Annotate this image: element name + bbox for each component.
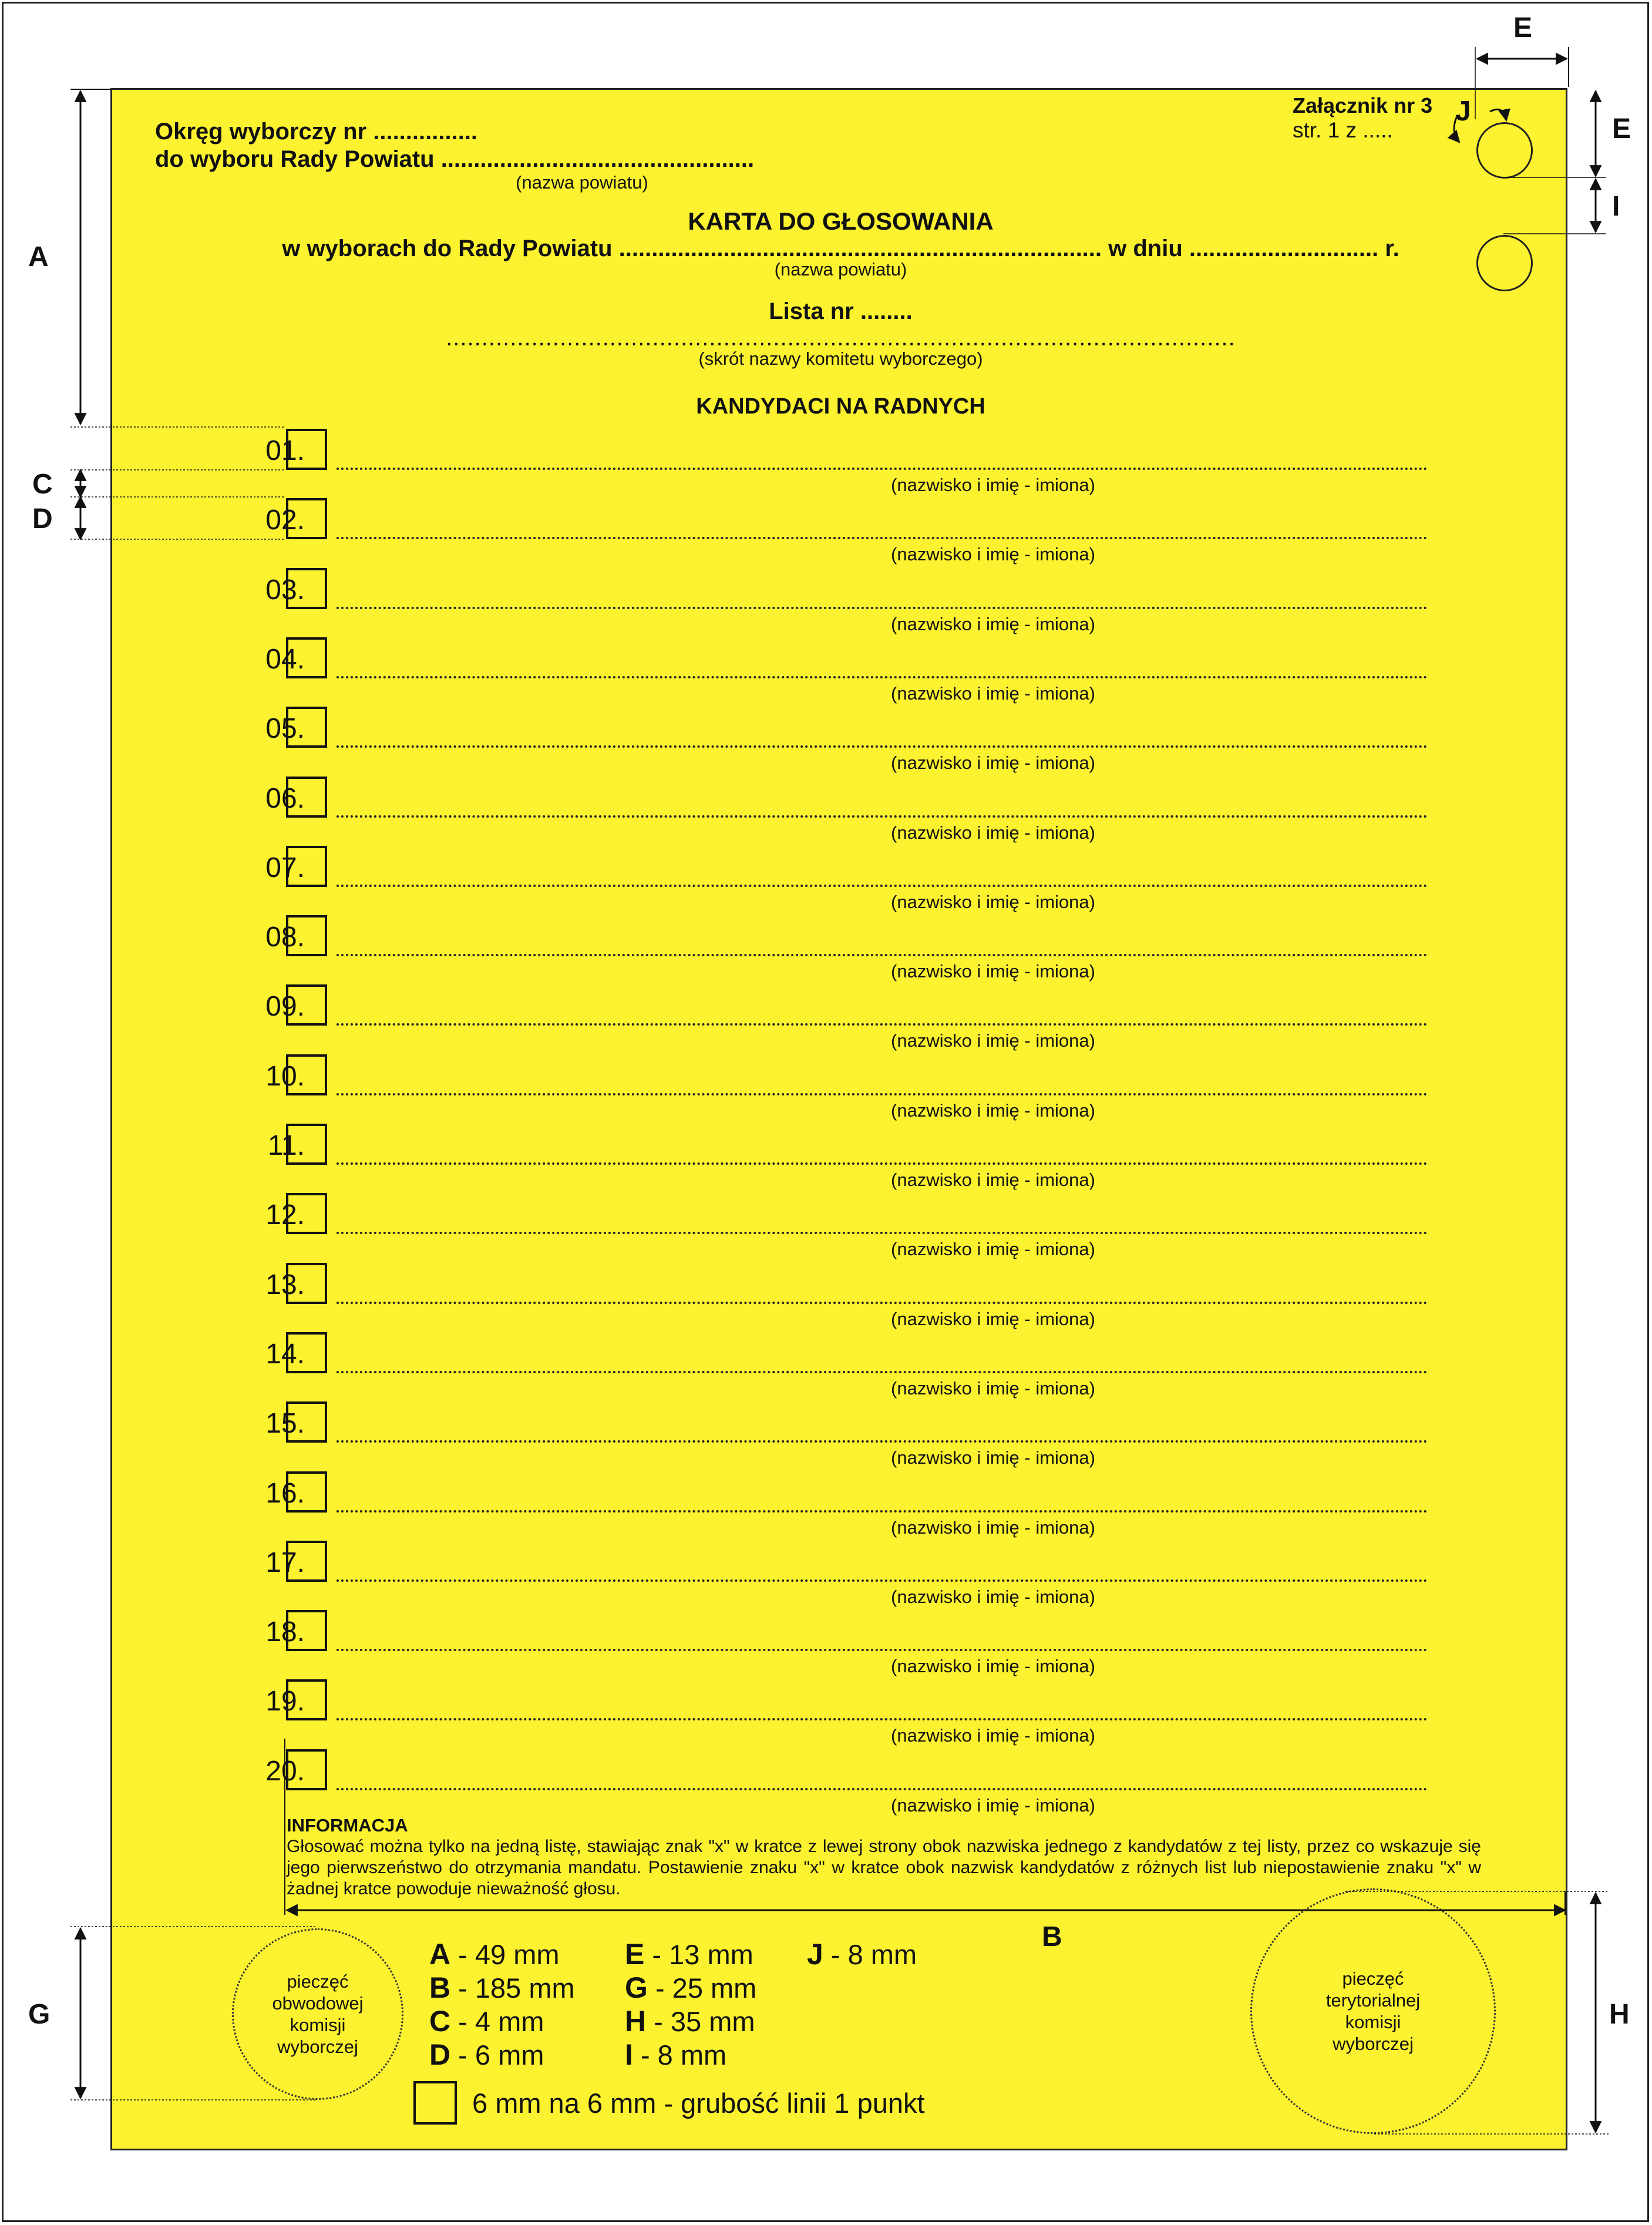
appendix-label: Załącznik nr 3 — [1293, 93, 1433, 117]
dim-label-a: A — [28, 241, 49, 273]
committee-dots: ............................................................................................................... — [446, 325, 1236, 351]
candidate-number: 13. — [265, 1269, 305, 1300]
legend-row: B - 185 mm — [429, 1971, 575, 2004]
page-number: str. 1 z ..... — [1293, 118, 1393, 142]
candidate-hint: (nazwisko i imię - imiona) — [891, 1169, 1095, 1190]
dim-label-e-top: E — [1513, 12, 1533, 43]
committee-hint: (skrót nazwy komitetu wyborczego) — [698, 348, 983, 369]
candidate-number: 04. — [265, 643, 305, 675]
info-title: INFORMACJA — [287, 1815, 408, 1836]
election-line: w wyborach do Rady Powiatu .......................................................................... w dniu ............................. r. — [282, 236, 1399, 261]
candidate-number: 03. — [265, 574, 305, 606]
legend-row: E - 13 mm — [625, 1938, 753, 1971]
box-size-note: 6 mm na 6 mm - grubość linii 1 punkt — [472, 2088, 925, 2119]
ballot-title: KARTA DO GŁOSOWANIA — [688, 207, 994, 235]
candidate-hint: (nazwisko i imię - imiona) — [891, 1517, 1095, 1538]
candidate-hint: (nazwisko i imię - imiona) — [891, 822, 1095, 843]
candidate-number: 09. — [265, 991, 305, 1023]
candidate-hint: (nazwisko i imię - imiona) — [891, 1725, 1095, 1746]
candidate-number: 14. — [265, 1338, 305, 1370]
legend-row: A - 49 mm — [429, 1938, 560, 1971]
candidate-number: 18. — [265, 1616, 305, 1648]
info-text: Głosować można tylko na jedną listę, stawiając znak "x" w kratce z lewej strony obok nazwiska jednego z kandydatów z tej listy, przez co wskazuje się jego pierwszeństwo do otrzymania mandatu. Postawienie znaku "x" w kratce obok nazwisk kandydatów z różnych list lub niepostawienie znaku "x" w żadnej kratce powoduje nieważność głosu. — [287, 1837, 1481, 1898]
candidate-number: 20. — [265, 1755, 305, 1787]
council-line: do wyboru Rady Powiatu ................................................ — [155, 146, 755, 172]
council-hint: (nazwa powiatu) — [516, 172, 648, 193]
district-line: Okręg wyborczy nr ................ — [155, 119, 478, 144]
candidate-number: 07. — [265, 852, 305, 883]
candidate-number: 08. — [265, 922, 305, 953]
legend-row: C - 4 mm — [429, 2005, 544, 2038]
candidate-hint: (nazwisko i imię - imiona) — [891, 1656, 1095, 1677]
candidate-number: 05. — [265, 713, 305, 745]
candidate-hint: (nazwisko i imię - imiona) — [891, 1239, 1095, 1260]
election-hint: (nazwa powiatu) — [774, 259, 907, 280]
candidate-number: 11. — [267, 1130, 305, 1161]
dim-label-e-right: E — [1612, 113, 1631, 144]
candidate-hint: (nazwisko i imię - imiona) — [891, 1377, 1095, 1399]
candidate-hint: (nazwisko i imię - imiona) — [891, 891, 1095, 912]
candidate-hint: (nazwisko i imię - imiona) — [891, 613, 1095, 634]
candidate-number: 19. — [265, 1686, 305, 1718]
candidate-number: 12. — [265, 1199, 305, 1231]
legend-row: D - 6 mm — [429, 2038, 544, 2071]
candidate-number: 01. — [265, 435, 305, 466]
legend-row: I - 8 mm — [625, 2038, 727, 2071]
candidate-hint: (nazwisko i imię - imiona) — [891, 683, 1095, 704]
dim-label-j: J — [1455, 96, 1471, 127]
candidate-number: 10. — [265, 1060, 305, 1092]
legend-row: H - 35 mm — [625, 2005, 755, 2038]
dim-label-b: B — [1042, 1921, 1062, 1952]
legend-row: J - 8 mm — [807, 1938, 917, 1971]
candidate-hint: (nazwisko i imię - imiona) — [891, 752, 1095, 774]
candidate-number: 02. — [265, 505, 305, 536]
candidate-hint: (nazwisko i imię - imiona) — [891, 1794, 1095, 1816]
candidate-hint: (nazwisko i imię - imiona) — [891, 544, 1095, 565]
candidate-hint: (nazwisko i imię - imiona) — [891, 1030, 1095, 1051]
legend-row: G - 25 mm — [625, 1971, 757, 2004]
candidate-number: 06. — [265, 782, 305, 814]
candidate-hint: (nazwisko i imię - imiona) — [891, 1447, 1095, 1468]
candidates-title: KANDYDACI NA RADNYCH — [696, 394, 985, 419]
candidate-hint: (nazwisko i imię - imiona) — [891, 1308, 1095, 1329]
dim-label-d: D — [32, 503, 53, 535]
candidate-hint: (nazwisko i imię - imiona) — [891, 1586, 1095, 1607]
candidate-number: 17. — [265, 1547, 305, 1578]
candidate-hint: (nazwisko i imię - imiona) — [891, 961, 1095, 982]
candidate-hint: (nazwisko i imię - imiona) — [891, 475, 1095, 495]
dim-label-c: C — [32, 469, 53, 500]
stamp-left-label: pieczęć obwodowej komisji wyborczej — [272, 1971, 364, 2057]
candidate-hint: (nazwisko i imię - imiona) — [891, 1100, 1095, 1121]
stamp-right-label: pieczęć terytorialnej komisji wyborczej — [1325, 1968, 1421, 2054]
dim-label-g: G — [28, 1999, 51, 2030]
candidate-number: 15. — [265, 1408, 305, 1440]
dim-label-h: H — [1609, 1999, 1630, 2030]
candidate-number: 16. — [265, 1477, 305, 1509]
list-number: Lista nr ........ — [769, 298, 913, 324]
dim-label-i: I — [1612, 191, 1620, 222]
